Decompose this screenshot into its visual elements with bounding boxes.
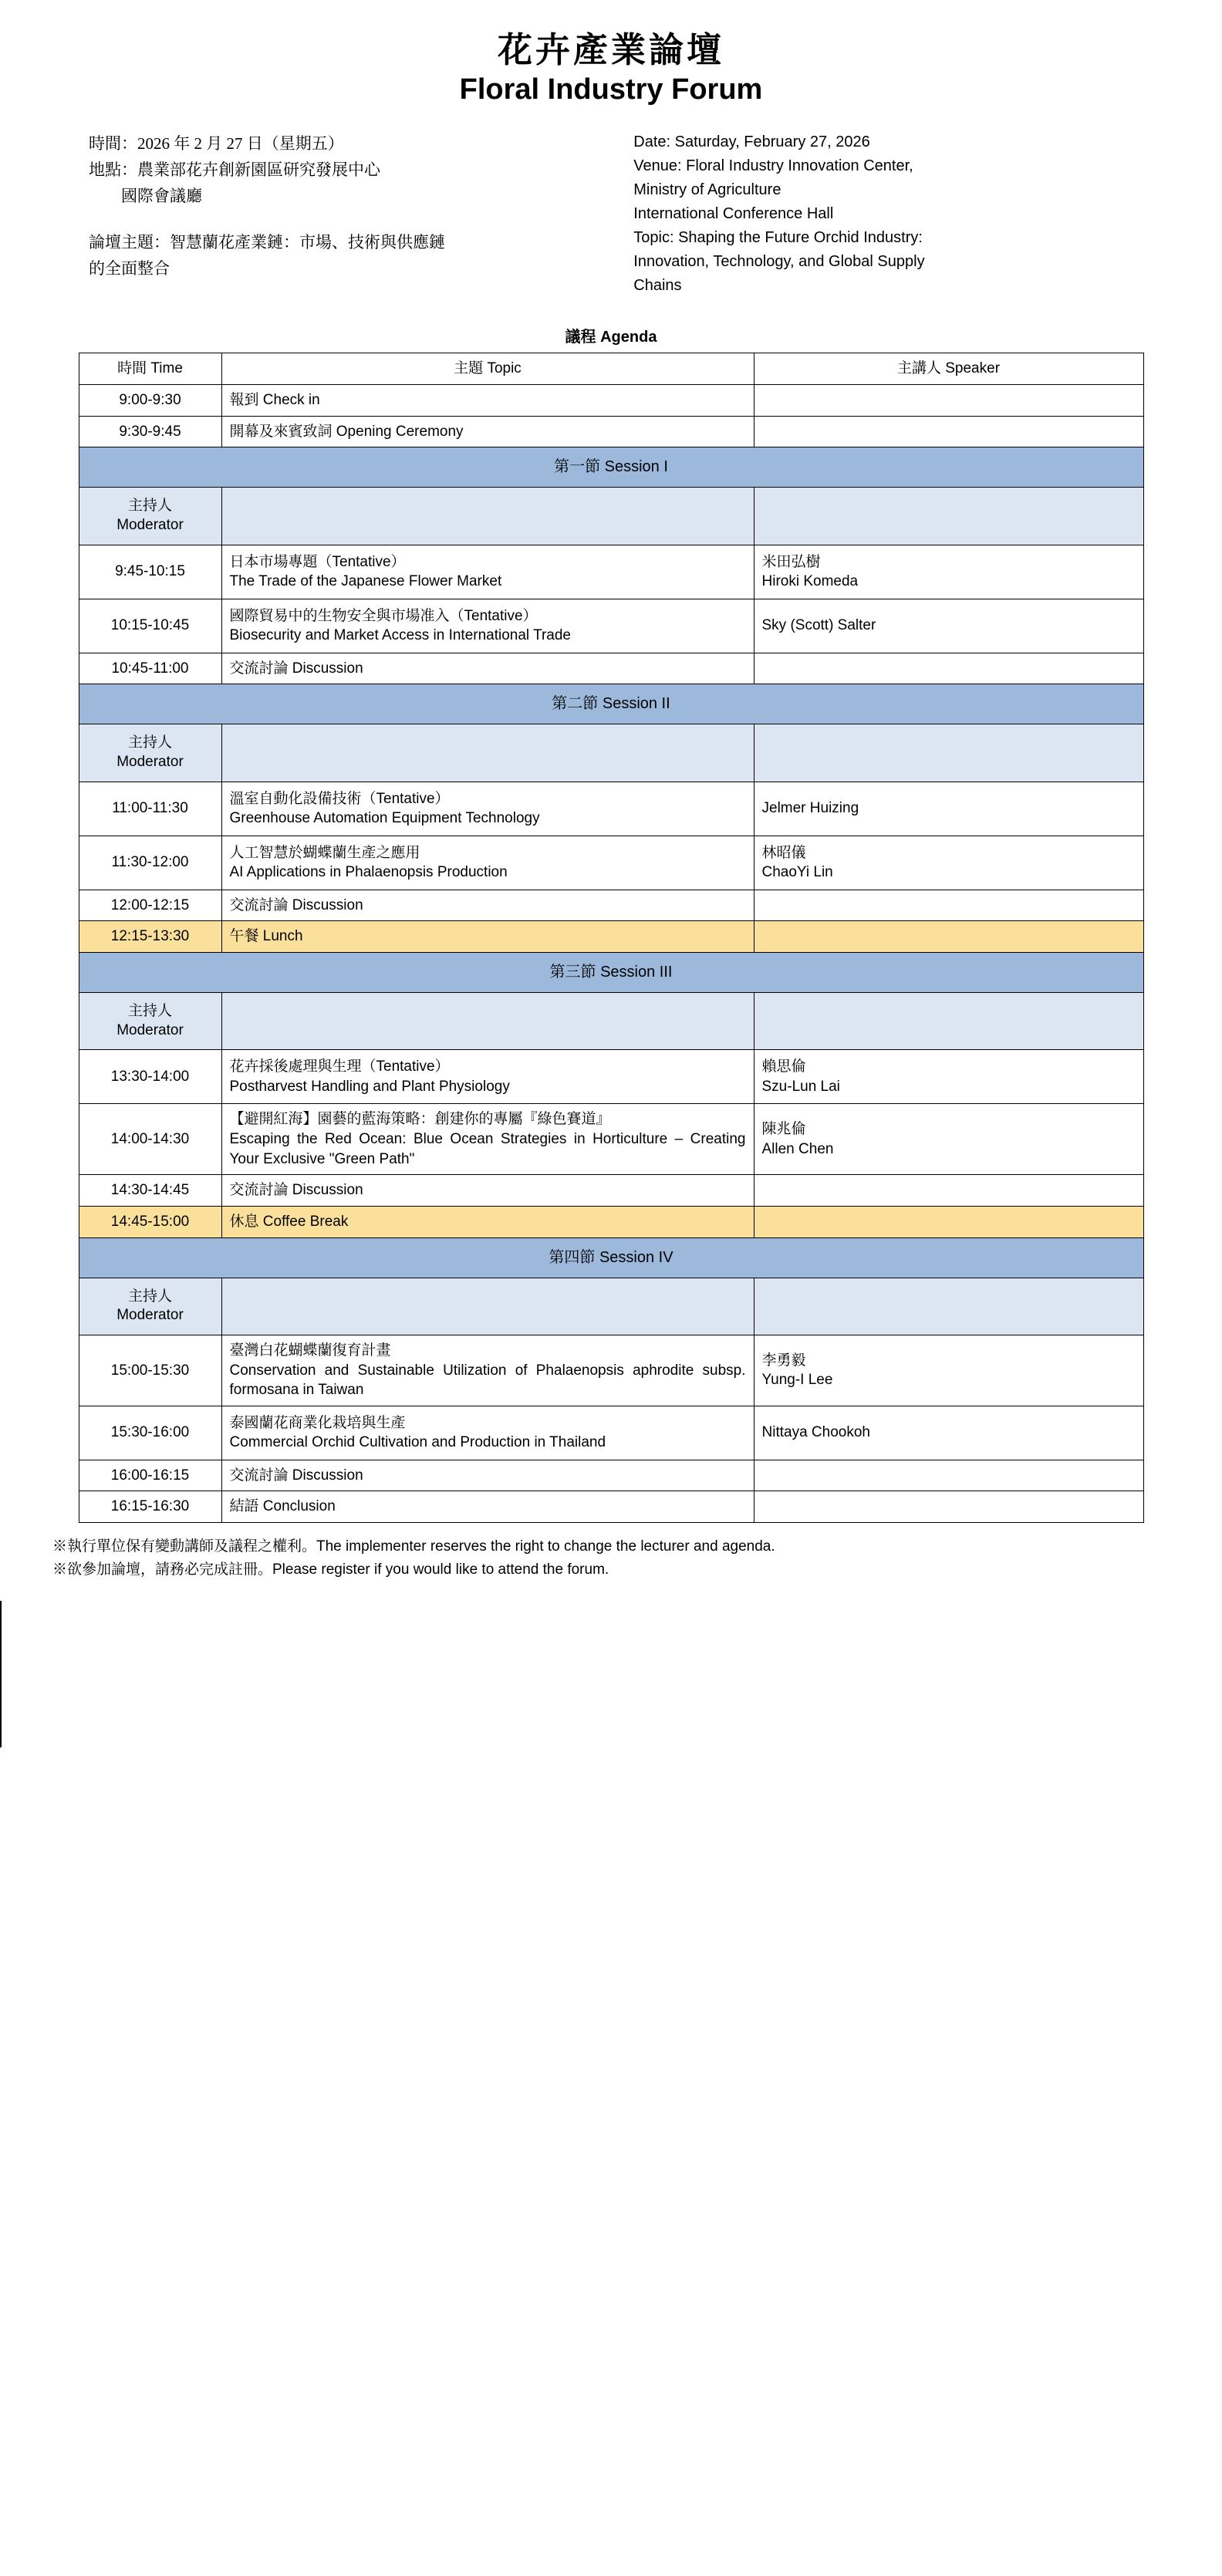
row-time: 10:45-11:00 [79, 653, 221, 684]
table-row [79, 1175, 1143, 1207]
moderator-label-zh: 主持人 [127, 734, 172, 751]
row-topic: 交流討論 Discussion [221, 1175, 754, 1207]
row-speaker [754, 416, 1143, 447]
moderator-label-zh: 主持人 [127, 498, 172, 515]
row-time: 15:30-16:00 [79, 1406, 221, 1460]
row-speaker-en: Sky (Scott) Salter [761, 617, 876, 634]
event-topic-en-line2: Innovation, Technology, and Global Supply [633, 253, 925, 271]
agenda-table [79, 353, 1144, 1523]
row-topic-en: Commercial Orchid Cultivation and Production in Thailand [229, 1434, 606, 1451]
break-row [79, 1206, 1143, 1237]
moderator-label-zh: 主持人 [127, 1002, 172, 1019]
table-row [79, 1491, 1143, 1523]
session-header-row [79, 684, 1143, 724]
row-time: 9:00-9:30 [79, 384, 221, 416]
agenda-body [79, 384, 1143, 1522]
row-topic [221, 599, 754, 653]
session-header-row [79, 1237, 1143, 1278]
table-row [79, 1460, 1143, 1491]
row-time: 14:00-14:30 [79, 1104, 221, 1175]
moderator-name-blank [754, 1278, 1143, 1335]
table-row [79, 653, 1143, 684]
row-speaker-zh: 賴思倫 [761, 1058, 806, 1075]
row-speaker-zh: 李勇毅 [761, 1352, 806, 1369]
session-label: 第二節 Session II [79, 684, 1143, 724]
row-speaker [754, 384, 1143, 416]
row-speaker [754, 545, 1143, 599]
moderator-name-blank [754, 992, 1143, 1049]
info-spacer [89, 209, 633, 229]
row-speaker [754, 1335, 1143, 1406]
table-row [79, 599, 1143, 653]
row-time: 12:00-12:15 [79, 890, 221, 921]
table-row [79, 890, 1143, 921]
moderator-row [79, 724, 1143, 782]
moderator-topic-blank [221, 1278, 754, 1335]
row-topic [221, 1406, 754, 1460]
row-speaker [754, 921, 1143, 953]
event-venue-en-line2: Ministry of Agriculture [633, 181, 781, 199]
row-speaker-en: Allen Chen [761, 1140, 834, 1157]
moderator-label-en: Moderator [116, 753, 184, 770]
row-speaker-zh: 陳兆倫 [761, 1121, 806, 1138]
event-info [46, 130, 1176, 298]
row-topic-en: Conservation and Sustainable Utilization of Phalaenopsis aphrodite subsp. formosana in Taiwan [229, 1362, 746, 1399]
table-row [79, 1050, 1143, 1104]
event-venue-en-line1: Venue: Floral Industry Innovation Center, [633, 157, 913, 175]
agenda-heading: 議程 Agenda [565, 329, 657, 346]
row-topic: 休息 Coffee Break [221, 1206, 754, 1237]
footnote-1: ※執行單位保有變動講師及議程之權利。The implementer reserves the right to change the lecturer and agenda. [52, 1538, 775, 1555]
row-topic: 結語 Conclusion [221, 1491, 754, 1523]
event-topic-zh-line1: 論壇主題：智慧蘭花產業鏈：市場、技術與供應鏈 [89, 233, 445, 252]
moderator-topic-blank [221, 724, 754, 782]
row-speaker-zh: 米田弘樹 [761, 553, 821, 570]
page-title-en: Floral Industry Forum [459, 73, 763, 106]
row-topic-zh: 國際貿易中的生物安全與市場准入（Tentative） [229, 607, 538, 624]
row-topic-en: Greenhouse Automation Equipment Technology [229, 810, 540, 827]
row-topic [221, 545, 754, 599]
row-speaker [754, 1206, 1143, 1237]
row-speaker [754, 1175, 1143, 1207]
row-time: 9:45-10:15 [79, 545, 221, 599]
row-topic: 交流討論 Discussion [221, 653, 754, 684]
row-topic: 交流討論 Discussion [221, 890, 754, 921]
row-time: 12:15-13:30 [79, 921, 221, 953]
event-info-zh [46, 130, 633, 282]
table-row [79, 1335, 1143, 1406]
row-topic: 開幕及來賓致詞 Opening Ceremony [221, 416, 754, 447]
row-topic [221, 782, 754, 836]
row-topic-zh: 臺灣白花蝴蝶蘭復育計畫 [229, 1342, 391, 1359]
break-row [79, 921, 1143, 953]
row-speaker-en: ChaoYi Lin [761, 864, 833, 881]
row-time: 10:15-10:45 [79, 599, 221, 653]
event-topic-en-line1: Topic: Shaping the Future Orchid Industry: [633, 229, 923, 247]
page-title-zh: 花卉產業論壇 [497, 31, 724, 69]
table-row [79, 1406, 1143, 1460]
table-row [79, 782, 1143, 836]
row-topic-zh: 日本市場專題（Tentative） [229, 553, 406, 570]
row-time: 14:45-15:00 [79, 1206, 221, 1237]
row-time: 16:00-16:15 [79, 1460, 221, 1491]
moderator-label [79, 992, 221, 1049]
moderator-label [79, 1278, 221, 1335]
moderator-label-zh: 主持人 [127, 1288, 172, 1305]
event-venue-en-line3: International Conference Hall [633, 205, 834, 223]
session-label: 第一節 Session I [79, 447, 1143, 488]
moderator-label [79, 488, 221, 545]
row-speaker-en: Szu-Lun Lai [761, 1078, 840, 1095]
row-topic-en: AI Applications in Phalaenopsis Production [229, 864, 508, 881]
moderator-name-blank [754, 488, 1143, 545]
title-block [46, 31, 1176, 107]
row-time: 16:15-16:30 [79, 1491, 221, 1523]
row-topic [221, 1335, 754, 1406]
event-topic-en-line3: Chains [633, 277, 682, 295]
row-topic-zh: 【避開紅海】園藝的藍海策略：創建你的專屬『綠色賽道』 [229, 1111, 611, 1128]
row-speaker [754, 1050, 1143, 1104]
moderator-topic-blank [221, 992, 754, 1049]
table-row [79, 836, 1143, 890]
row-speaker [754, 890, 1143, 921]
moderator-label-en: Moderator [116, 1021, 184, 1038]
row-time: 11:30-12:00 [79, 836, 221, 890]
moderator-label [79, 724, 221, 782]
margin-mark [0, 1601, 12, 1747]
footnotes [46, 1535, 1176, 1581]
session-header-row [79, 952, 1143, 992]
footnote-2: ※欲參加論壇，請務必完成註冊。Please register if you would like to attend the forum. [52, 1561, 609, 1578]
moderator-row [79, 1278, 1143, 1335]
row-speaker [754, 836, 1143, 890]
row-topic [221, 1104, 754, 1175]
row-topic-zh: 泰國蘭花商業化栽培與生產 [229, 1414, 406, 1431]
row-speaker [754, 1406, 1143, 1460]
column-header-time: 時間 Time [79, 353, 221, 385]
column-header-topic: 主題 Topic [221, 353, 754, 385]
table-row [79, 545, 1143, 599]
table-row [79, 1104, 1143, 1175]
moderator-row [79, 488, 1143, 545]
row-topic-zh: 花卉採後處理與生理（Tentative） [229, 1058, 450, 1075]
row-topic [221, 1050, 754, 1104]
moderator-label-en: Moderator [116, 516, 184, 533]
row-time: 14:30-14:45 [79, 1175, 221, 1207]
event-time-zh: 時間：2026 年 2 月 27 日（星期五） [89, 134, 344, 154]
row-speaker-en: Jelmer Huizing [761, 800, 859, 817]
row-time: 9:30-9:45 [79, 416, 221, 447]
event-info-en [633, 130, 1176, 298]
row-time: 15:00-15:30 [79, 1335, 221, 1406]
event-topic-zh-line2: 的全面整合 [89, 259, 170, 279]
row-topic-en: The Trade of the Japanese Flower Market [229, 573, 502, 590]
row-topic: 交流討論 Discussion [221, 1460, 754, 1491]
moderator-row [79, 992, 1143, 1049]
row-topic-en: Postharvest Handling and Plant Physiology [229, 1078, 510, 1095]
row-time: 11:00-11:30 [79, 782, 221, 836]
row-topic-en: Escaping the Red Ocean: Blue Ocean Strategies in Horticulture – Creating Your Exclusive "Green Path" [229, 1130, 746, 1167]
moderator-name-blank [754, 724, 1143, 782]
session-header-row [79, 447, 1143, 488]
table-header-row [79, 353, 1143, 385]
row-topic-zh: 人工智慧於蝴蝶蘭生產之應用 [229, 844, 420, 861]
row-topic: 午餐 Lunch [221, 921, 754, 953]
row-topic-zh: 溫室自動化設備技術（Tentative） [229, 790, 450, 807]
event-venue-zh-line2: 國際會議廳 [121, 187, 202, 206]
row-speaker [754, 599, 1143, 653]
row-topic-en: Biosecurity and Market Access in International Trade [229, 627, 572, 644]
row-speaker-en: Nittaya Chookoh [761, 1424, 870, 1441]
row-speaker [754, 1491, 1143, 1523]
moderator-label-en: Moderator [116, 1307, 184, 1324]
row-topic [221, 836, 754, 890]
column-header-speaker: 主講人 Speaker [754, 353, 1143, 385]
row-speaker [754, 1104, 1143, 1175]
table-row [79, 384, 1143, 416]
table-row [79, 416, 1143, 447]
row-time: 13:30-14:00 [79, 1050, 221, 1104]
event-date-en: Date: Saturday, February 27, 2026 [633, 133, 870, 151]
moderator-topic-blank [221, 488, 754, 545]
row-speaker-en: Hiroki Komeda [761, 573, 859, 590]
row-speaker-zh: 林昭儀 [761, 844, 806, 861]
row-topic: 報到 Check in [221, 384, 754, 416]
row-speaker [754, 1460, 1143, 1491]
row-speaker [754, 782, 1143, 836]
row-speaker [754, 653, 1143, 684]
session-label: 第四節 Session IV [79, 1237, 1143, 1278]
event-venue-zh-line1: 地點：農業部花卉創新園區研究發展中心 [89, 160, 380, 180]
row-speaker-en: Yung-I Lee [761, 1372, 833, 1389]
session-label: 第三節 Session III [79, 952, 1143, 992]
